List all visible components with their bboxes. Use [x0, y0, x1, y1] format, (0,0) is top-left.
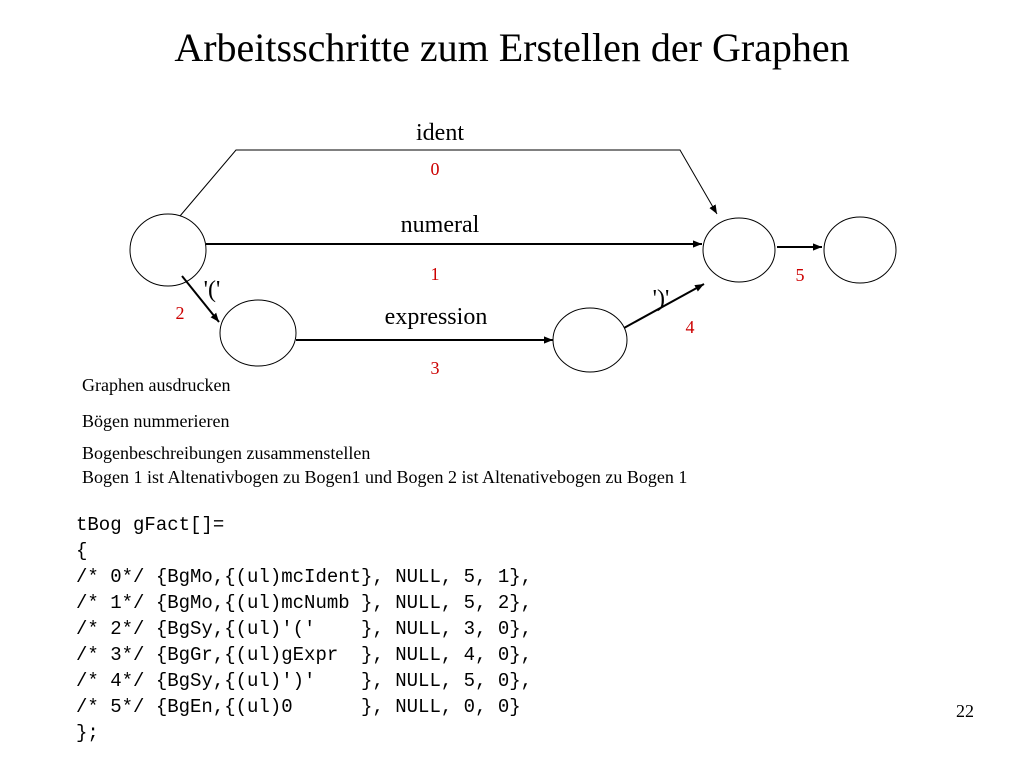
slide-title: Arbeitsschritte zum Erstellen der Graphen: [174, 25, 850, 70]
step-print-graph: Graphen ausdrucken: [82, 375, 231, 395]
edge-label-ident: ident: [416, 120, 464, 146]
edge-label-lparen: '(': [203, 277, 221, 303]
code-line: /* 3*/ {BgGr,{(ul)gExpr }, NULL, 4, 0},: [76, 644, 533, 666]
code-line: /* 5*/ {BgEn,{(ul)0 }, NULL, 0, 0}: [76, 696, 521, 718]
step-number-edges: Bögen nummerieren: [82, 411, 230, 431]
edge-number-2: 2: [175, 303, 185, 323]
code-line: /* 1*/ {BgMo,{(ul)mcNumb }, NULL, 5, 2},: [76, 592, 533, 614]
edge-label-numeral: numeral: [400, 212, 480, 238]
code-listing: [76, 512, 532, 746]
graph-node-after-lparen: [220, 300, 296, 366]
step-compile-edge-descriptions: Bogenbeschreibungen zusammenstellen: [82, 443, 371, 463]
code-line: };: [76, 722, 99, 744]
graph-node-end: [824, 217, 896, 283]
code-line: /* 0*/ {BgMo,{(ul)mcIdent}, NULL, 5, 1},: [76, 566, 533, 588]
step-alternative-edges: Bogen 1 ist Altenativbogen zu Bogen1 und Bogen 2 ist Altenativebogen zu Bogen 1: [82, 467, 688, 487]
edge-label-expression: expression: [384, 304, 488, 330]
edge-number-1: 1: [430, 264, 440, 284]
graph-node-join: [703, 218, 775, 282]
page-number: 22: [956, 701, 974, 721]
edge-number-4: 4: [685, 317, 695, 337]
code-line: {: [76, 540, 88, 562]
edge-number-5: 5: [795, 265, 805, 285]
edge-number-3: 3: [430, 358, 440, 378]
edge-label-rparen: ')': [652, 286, 670, 312]
edge-ident-arrow: [180, 150, 717, 216]
graph-node-after-expression: [553, 308, 627, 372]
code-line: /* 4*/ {BgSy,{(ul)')' }, NULL, 5, 0},: [76, 670, 533, 692]
code-line: /* 2*/ {BgSy,{(ul)'(' }, NULL, 3, 0},: [76, 618, 533, 640]
graph-node-start: [130, 214, 206, 286]
edge-number-0: 0: [430, 159, 440, 179]
code-line: tBog gFact[]=: [76, 514, 225, 536]
